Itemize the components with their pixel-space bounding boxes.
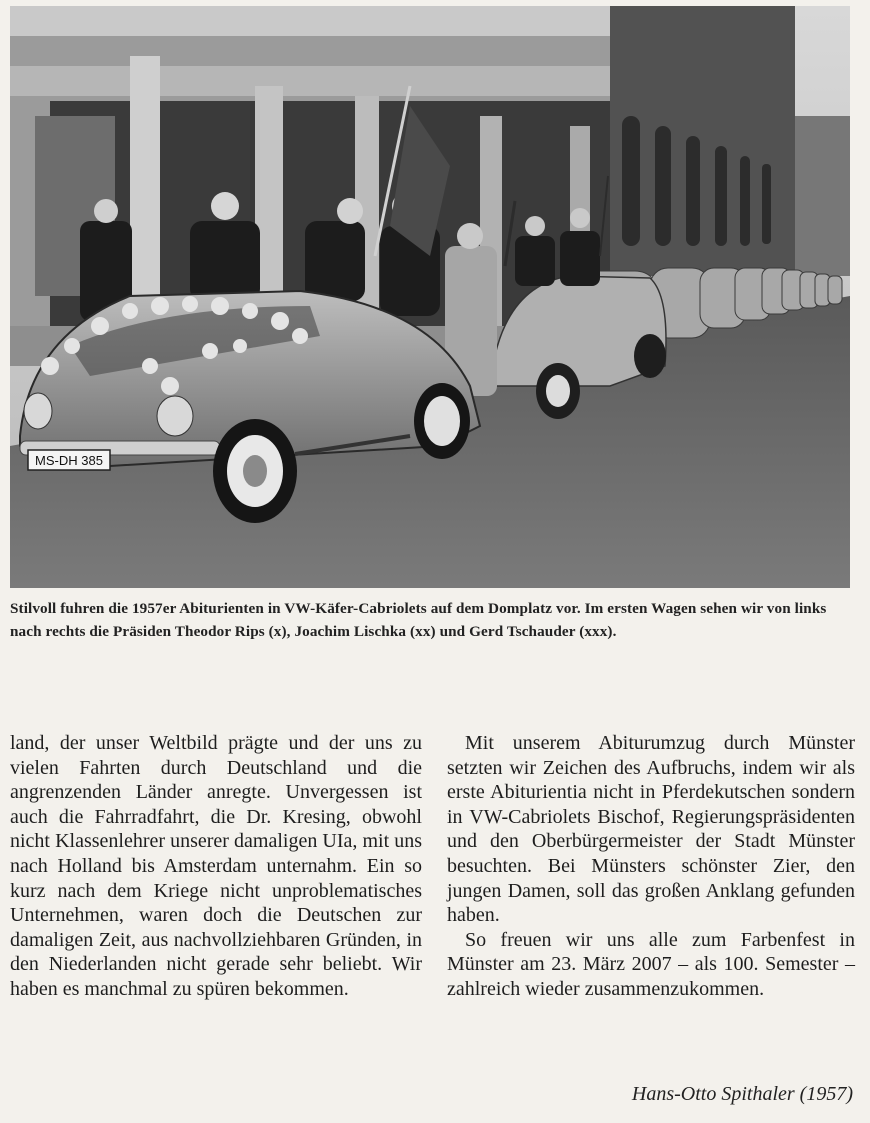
- right-paragraph-1: Mit unserem Abiturumzug durch Münster setzten wir Zeichen des Aufbruchs, indem wir als erste Abiturientia nicht in Pferdekutschen sondern in VW-Cabriolets Bischof, Regierungspräsidenten und den Oberbürgermeister der Stadt Münster besuchten. Bei Münsters schönster Zier, den jungen Damen, soll das großen Anklang gefunden haben.: [447, 732, 855, 927]
- author-signature: Hans-Otto Spithaler (1957): [631, 1083, 853, 1105]
- left-paragraph: land, der unser Weltbild prägte und der uns zu vielen Fahrten durch Deutschland und die angrenzenden Länder anregte. Unvergessen ist auch die Fahrradfahrt, die Dr. Kresing, obwohl nicht Klassenlehrer unserer damaligen UIa, mit uns nach Holland bis Amsterdam unternahm. Ein so kurz nach dem Kriege nicht unproblematisches Unternehmen, waren doch die Deutschen zur damaligen Zeit, aus nachvollziehbaren Gründen, in den Niederlanden nicht gerade sehr beliebt. Wir haben es manchmal zu spüren bekommen.: [10, 732, 422, 1000]
- photo-caption: Stilvoll fuhren die 1957er Abiturienten in VW-Käfer-Cabriolets auf dem Domplatz vor. Im ersten Wagen sehen wir von links nach rechts die Präsiden Theodor Rips (x), Joachim Lischka (xx) und Gerd Tschauder (xxx).: [10, 600, 827, 640]
- photo-vw-cabriolet-parade: [10, 6, 850, 588]
- right-paragraph-2: So freuen wir uns alle zum Farbenfest in Münster am 23. März 2007 – als 100. Semester – zahlreich wieder zusammenzukommen.: [447, 928, 855, 1000]
- text-column-left: [10, 731, 422, 1002]
- license-plate: MS-DH 385: [35, 453, 103, 468]
- photo-illustration: [10, 6, 850, 588]
- text-column-right: [447, 731, 855, 1002]
